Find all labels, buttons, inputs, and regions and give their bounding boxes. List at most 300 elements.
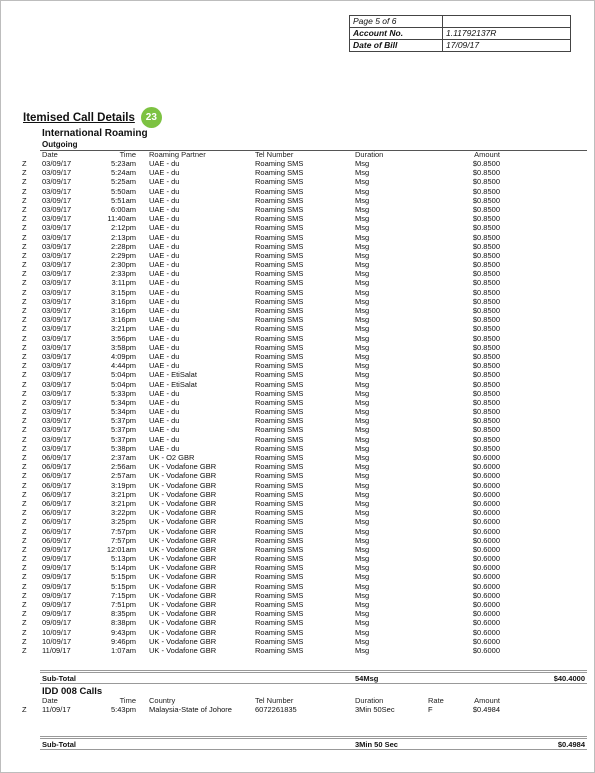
- row-tel-number: Roaming SMS: [255, 269, 304, 279]
- row-date: 03/09/17: [42, 168, 72, 178]
- row-duration: Msg: [355, 434, 370, 444]
- row-time: 3:16pm: [110, 296, 136, 306]
- row-date: 10/09/17: [42, 627, 72, 637]
- row-date: 03/09/17: [42, 287, 72, 297]
- row-tel-number: Roaming SMS: [255, 480, 304, 490]
- row-roaming-partner: UAE - EtiSalat: [149, 379, 197, 389]
- row-tel-number: Roaming SMS: [255, 572, 304, 582]
- row-flag: Z: [22, 195, 27, 205]
- row-flag: Z: [22, 361, 27, 371]
- row-flag: Z: [22, 204, 27, 214]
- row-tel-number: Roaming SMS: [255, 471, 304, 481]
- row-duration: Msg: [355, 159, 370, 168]
- row-time: 3:25pm: [110, 517, 136, 527]
- row-tel-number: Roaming SMS: [255, 388, 304, 398]
- row-time: 8:35pm: [110, 609, 136, 619]
- bill-info-box: [349, 15, 571, 52]
- row-duration: Msg: [355, 388, 370, 398]
- table-row: [22, 389, 587, 398]
- row-time: 2:30pm: [110, 260, 136, 270]
- row-duration: Msg: [355, 195, 370, 205]
- table-row: [22, 536, 587, 545]
- row-time: 5:25am: [110, 177, 136, 187]
- row-time: 5:15pm: [110, 572, 136, 582]
- row-flag: Z: [22, 186, 27, 196]
- row-tel-number: Roaming SMS: [255, 397, 304, 407]
- table-row: [22, 628, 587, 637]
- row-flag: Z: [22, 508, 27, 518]
- subtotal-duration: 54Msg: [355, 674, 379, 683]
- row-amount: $0.6000: [472, 526, 500, 536]
- row-amount: $0.6000: [472, 508, 500, 518]
- row-tel-number: Roaming SMS: [255, 296, 304, 306]
- table-row: [22, 187, 587, 196]
- row-time: 2:28pm: [110, 241, 136, 251]
- row-roaming-partner: UAE - du: [149, 407, 180, 417]
- table-row: [22, 435, 587, 444]
- page-indicator: Page 5 of 6: [350, 16, 443, 28]
- row-amount: $0.8500: [472, 296, 500, 306]
- idd-heading: IDD 008 Calls: [42, 686, 103, 697]
- row-roaming-partner: UAE - du: [149, 278, 180, 288]
- row-roaming-partner: UAE - du: [149, 287, 180, 297]
- row-flag: Z: [22, 177, 27, 187]
- row-flag: Z: [22, 462, 27, 472]
- row-time: 3:56pm: [110, 333, 136, 343]
- row-date: 09/09/17: [42, 581, 72, 591]
- table-row: [22, 251, 587, 260]
- row-duration: Msg: [355, 370, 370, 380]
- row-duration: Msg: [355, 223, 370, 233]
- row-duration: 3Min 50Sec: [355, 705, 395, 714]
- row-flag: Z: [22, 636, 27, 646]
- row-amount: $0.8500: [472, 223, 500, 233]
- row-flag: Z: [22, 351, 27, 361]
- roaming-rows: [22, 159, 587, 655]
- roaming-subtotal: [40, 670, 587, 684]
- row-tel-number: Roaming SMS: [255, 554, 304, 564]
- row-tel-number: Roaming SMS: [255, 489, 304, 499]
- row-tel-number: Roaming SMS: [255, 195, 304, 205]
- row-flag: Z: [22, 397, 27, 407]
- row-tel-number: Roaming SMS: [255, 636, 304, 646]
- row-duration: Msg: [355, 480, 370, 490]
- row-date: 03/09/17: [42, 425, 72, 435]
- row-flag: Z: [22, 159, 27, 168]
- row-time: 12:01am: [106, 544, 136, 554]
- row-roaming-partner: UAE - du: [149, 296, 180, 306]
- row-date: 09/09/17: [42, 572, 72, 582]
- row-roaming-partner: UAE - du: [149, 333, 180, 343]
- row-flag: Z: [22, 609, 27, 619]
- table-row: [22, 168, 587, 177]
- row-time: 5:14pm: [110, 563, 136, 573]
- table-row: [22, 177, 587, 186]
- row-time: 7:15pm: [110, 590, 136, 600]
- table-row: [22, 260, 587, 269]
- row-time: 6:00am: [110, 204, 136, 214]
- row-duration: Msg: [355, 508, 370, 518]
- row-tel-number: Roaming SMS: [255, 177, 304, 187]
- table-row: [22, 214, 587, 223]
- row-amount: $0.6000: [472, 572, 500, 582]
- row-tel-number: Roaming SMS: [255, 508, 304, 518]
- section-heading: [23, 107, 162, 128]
- table-row: [22, 527, 587, 536]
- row-date: 06/09/17: [42, 480, 72, 490]
- row-flag: Z: [22, 498, 27, 508]
- row-duration: Msg: [355, 342, 370, 352]
- row-duration: Msg: [355, 397, 370, 407]
- row-flag: Z: [22, 379, 27, 389]
- row-time: 3:21pm: [110, 498, 136, 508]
- row-flag: Z: [22, 526, 27, 536]
- row-flag: Z: [22, 241, 27, 251]
- row-date: 03/09/17: [42, 397, 72, 407]
- row-time: 5:43pm: [110, 705, 136, 714]
- row-duration: Msg: [355, 278, 370, 288]
- table-row: [22, 563, 587, 572]
- row-roaming-partner: UK - Vodafone GBR: [149, 627, 217, 637]
- row-flag: Z: [22, 581, 27, 591]
- row-date: 03/09/17: [42, 186, 72, 196]
- row-amount: $0.6000: [472, 645, 500, 655]
- row-tel-number: Roaming SMS: [255, 342, 304, 352]
- table-row: [22, 398, 587, 407]
- row-date: 06/09/17: [42, 462, 72, 472]
- subtotal-duration: 3Min 50 Sec: [355, 740, 398, 749]
- table-row: [22, 591, 587, 600]
- row-roaming-partner: UAE - du: [149, 324, 180, 334]
- row-tel-number: Roaming SMS: [255, 600, 304, 609]
- row-amount: $0.8500: [472, 214, 500, 224]
- row-duration: Msg: [355, 609, 370, 619]
- row-flag: Z: [22, 269, 27, 279]
- row-roaming-partner: UAE - du: [149, 159, 180, 168]
- row-time: 5:33pm: [110, 388, 136, 398]
- row-flag: Z: [22, 232, 27, 242]
- row-roaming-partner: UK - Vodafone GBR: [149, 517, 217, 527]
- row-time: 3:11pm: [111, 278, 136, 288]
- table-row: [22, 453, 587, 462]
- row-roaming-partner: UAE - du: [149, 195, 180, 205]
- table-row: [22, 205, 587, 214]
- row-tel-number: Roaming SMS: [255, 223, 304, 233]
- row-tel-number: Roaming SMS: [255, 250, 304, 260]
- row-amount: $0.8500: [472, 250, 500, 260]
- table-row: [22, 306, 587, 315]
- row-roaming-partner: UK - Vodafone GBR: [149, 581, 217, 591]
- row-amount: $0.6000: [472, 581, 500, 591]
- row-date: 03/09/17: [42, 269, 72, 279]
- row-date: 06/09/17: [42, 471, 72, 481]
- row-tel-number: Roaming SMS: [255, 260, 304, 270]
- row-date: 06/09/17: [42, 508, 72, 518]
- row-duration: Msg: [355, 315, 370, 325]
- row-date: 03/09/17: [42, 260, 72, 270]
- col-time: Time: [119, 696, 136, 705]
- row-duration: Msg: [355, 471, 370, 481]
- row-duration: Msg: [355, 260, 370, 270]
- row-time: 5:51am: [110, 195, 136, 205]
- row-tel-number: Roaming SMS: [255, 241, 304, 251]
- row-amount: $0.8500: [472, 407, 500, 417]
- row-duration: Msg: [355, 416, 370, 426]
- row-amount: $0.8500: [472, 416, 500, 426]
- row-date: 03/09/17: [42, 416, 72, 426]
- row-flag: Z: [22, 370, 27, 380]
- subtotal-amount: $0.4984: [557, 740, 585, 749]
- col-amount: Amount: [474, 150, 500, 159]
- row-time: 2:37am: [110, 453, 136, 462]
- row-flag: Z: [22, 168, 27, 178]
- row-time: 9:43pm: [110, 627, 136, 637]
- row-roaming-partner: UK - Vodafone GBR: [149, 526, 217, 536]
- table-row: [22, 705, 587, 714]
- page-indicator-blank: [443, 16, 571, 28]
- row-amount: $0.6000: [472, 618, 500, 628]
- roaming-heading: International Roaming: [42, 128, 148, 139]
- row-duration: Msg: [355, 581, 370, 591]
- row-tel-number: Roaming SMS: [255, 517, 304, 527]
- row-date: 03/09/17: [42, 241, 72, 251]
- table-row: [22, 425, 587, 434]
- col-amount: Amount: [474, 696, 500, 705]
- row-time: 4:44pm: [110, 361, 136, 371]
- row-duration: Msg: [355, 407, 370, 417]
- row-tel-number: Roaming SMS: [255, 186, 304, 196]
- row-duration: Msg: [355, 214, 370, 224]
- row-time: 7:51pm: [110, 600, 136, 609]
- roaming-subheading: Outgoing: [42, 140, 78, 149]
- row-amount: $0.6000: [472, 453, 500, 462]
- row-time: 3:19pm: [110, 480, 136, 490]
- row-rate: F: [428, 705, 433, 714]
- row-tel-number: Roaming SMS: [255, 590, 304, 600]
- row-tel-number: 6072261835: [255, 705, 297, 714]
- row-tel-number: Roaming SMS: [255, 609, 304, 619]
- row-duration: Msg: [355, 296, 370, 306]
- row-amount: $0.6000: [472, 498, 500, 508]
- row-time: 7:57pm: [110, 535, 136, 545]
- row-time: 5:37pm: [110, 434, 136, 444]
- row-amount: $0.8500: [472, 333, 500, 343]
- row-tel-number: Roaming SMS: [255, 581, 304, 591]
- row-flag: Z: [22, 260, 27, 270]
- row-roaming-partner: UAE - du: [149, 260, 180, 270]
- row-duration: Msg: [355, 462, 370, 472]
- row-time: 3:21pm: [110, 489, 136, 499]
- row-amount: $0.6000: [472, 554, 500, 564]
- row-amount: $0.8500: [472, 232, 500, 242]
- row-time: 1:07am: [110, 645, 136, 655]
- row-amount: $0.8500: [472, 260, 500, 270]
- row-date: 03/09/17: [42, 361, 72, 371]
- row-amount: $0.8500: [472, 397, 500, 407]
- row-roaming-partner: UAE - du: [149, 168, 180, 178]
- row-flag: Z: [22, 563, 27, 573]
- idd-table: [22, 697, 587, 714]
- row-roaming-partner: UK - Vodafone GBR: [149, 609, 217, 619]
- row-tel-number: Roaming SMS: [255, 416, 304, 426]
- row-flag: Z: [22, 250, 27, 260]
- row-amount: $0.8500: [472, 443, 500, 453]
- row-duration: Msg: [355, 269, 370, 279]
- row-roaming-partner: UK - Vodafone GBR: [149, 544, 217, 554]
- row-amount: $0.8500: [472, 370, 500, 380]
- row-roaming-partner: UK - Vodafone GBR: [149, 590, 217, 600]
- table-row: [22, 554, 587, 563]
- row-flag: Z: [22, 572, 27, 582]
- row-date: 03/09/17: [42, 223, 72, 233]
- row-roaming-partner: UAE - du: [149, 306, 180, 315]
- table-row: [22, 471, 587, 480]
- col-tel-number: Tel Number: [255, 150, 294, 159]
- row-tel-number: Roaming SMS: [255, 306, 304, 315]
- row-date: 03/09/17: [42, 296, 72, 306]
- row-tel-number: Roaming SMS: [255, 462, 304, 472]
- row-amount: $0.8500: [472, 269, 500, 279]
- row-time: 11:40am: [107, 214, 136, 224]
- row-duration: Msg: [355, 379, 370, 389]
- table-row: [22, 334, 587, 343]
- row-flag: Z: [22, 407, 27, 417]
- row-time: 5:24am: [110, 168, 136, 178]
- col-duration: Duration: [355, 150, 384, 159]
- table-row: [22, 324, 587, 333]
- row-time: 2:33pm: [110, 269, 136, 279]
- bill-date-label: Date of Bill: [350, 40, 443, 52]
- row-flag: Z: [22, 544, 27, 554]
- row-tel-number: Roaming SMS: [255, 498, 304, 508]
- row-amount: $0.6000: [472, 590, 500, 600]
- row-tel-number: Roaming SMS: [255, 535, 304, 545]
- row-date: 03/09/17: [42, 434, 72, 444]
- row-tel-number: Roaming SMS: [255, 526, 304, 536]
- table-row: [22, 490, 587, 499]
- row-tel-number: Roaming SMS: [255, 379, 304, 389]
- table-row: [22, 508, 587, 517]
- row-tel-number: Roaming SMS: [255, 204, 304, 214]
- row-time: 5:04pm: [110, 370, 136, 380]
- row-roaming-partner: UK - Vodafone GBR: [149, 489, 217, 499]
- row-date: 03/09/17: [42, 159, 72, 168]
- table-row: [22, 618, 587, 627]
- row-time: 8:38pm: [110, 618, 136, 628]
- row-time: 5:23am: [110, 159, 136, 168]
- row-time: 3:22pm: [110, 508, 136, 518]
- row-duration: Msg: [355, 324, 370, 334]
- row-roaming-partner: UAE - du: [149, 204, 180, 214]
- row-duration: Msg: [355, 186, 370, 196]
- row-roaming-partner: UK - Vodafone GBR: [149, 600, 217, 609]
- row-roaming-partner: UAE - du: [149, 250, 180, 260]
- row-date: 06/09/17: [42, 535, 72, 545]
- row-flag: Z: [22, 287, 27, 297]
- row-duration: Msg: [355, 572, 370, 582]
- row-roaming-partner: UK - Vodafone GBR: [149, 462, 217, 472]
- row-amount: $0.6000: [472, 471, 500, 481]
- row-roaming-partner: UK - O2 GBR: [149, 453, 195, 462]
- table-row: [22, 646, 587, 655]
- row-amount: $0.8500: [472, 434, 500, 444]
- row-duration: Msg: [355, 351, 370, 361]
- row-date: 06/09/17: [42, 498, 72, 508]
- table-row: [22, 517, 587, 526]
- row-flag: Z: [22, 434, 27, 444]
- row-duration: Msg: [355, 232, 370, 242]
- row-amount: $0.4984: [472, 705, 500, 714]
- row-flag: Z: [22, 342, 27, 352]
- row-duration: Msg: [355, 361, 370, 371]
- table-row: [22, 481, 587, 490]
- table-row: [22, 444, 587, 453]
- row-tel-number: Roaming SMS: [255, 453, 304, 462]
- row-date: 03/09/17: [42, 333, 72, 343]
- row-roaming-partner: UK - Vodafone GBR: [149, 636, 217, 646]
- row-duration: Msg: [355, 645, 370, 655]
- row-time: 2:56am: [110, 462, 136, 472]
- row-time: 5:13pm: [110, 554, 136, 564]
- row-flag: Z: [22, 223, 27, 233]
- row-amount: $0.8500: [472, 351, 500, 361]
- row-roaming-partner: UK - Vodafone GBR: [149, 498, 217, 508]
- row-tel-number: Roaming SMS: [255, 232, 304, 242]
- row-date: 06/09/17: [42, 453, 72, 462]
- row-amount: $0.6000: [472, 462, 500, 472]
- table-row: [22, 380, 587, 389]
- row-tel-number: Roaming SMS: [255, 214, 304, 224]
- row-time: 5:38pm: [110, 443, 136, 453]
- row-date: 09/09/17: [42, 600, 72, 609]
- row-tel-number: Roaming SMS: [255, 333, 304, 343]
- row-roaming-partner: UAE - EtiSalat: [149, 370, 197, 380]
- row-amount: $0.8500: [472, 177, 500, 187]
- idd-column-headers: [22, 697, 587, 705]
- row-tel-number: Roaming SMS: [255, 278, 304, 288]
- row-amount: $0.8500: [472, 204, 500, 214]
- row-date: 03/09/17: [42, 379, 72, 389]
- row-amount: $0.6000: [472, 600, 500, 609]
- row-duration: Msg: [355, 250, 370, 260]
- col-date: Date: [42, 696, 58, 705]
- row-duration: Msg: [355, 489, 370, 499]
- table-row: [22, 361, 587, 370]
- row-amount: $0.8500: [472, 186, 500, 196]
- row-roaming-partner: UAE - du: [149, 397, 180, 407]
- table-row: [22, 582, 587, 591]
- row-flag: Z: [22, 388, 27, 398]
- row-amount: $0.6000: [472, 480, 500, 490]
- row-roaming-partner: UAE - du: [149, 361, 180, 371]
- row-tel-number: Roaming SMS: [255, 159, 304, 168]
- row-date: 09/09/17: [42, 618, 72, 628]
- row-tel-number: Roaming SMS: [255, 351, 304, 361]
- row-date: 03/09/17: [42, 250, 72, 260]
- bill-date-value: 17/09/17: [443, 40, 571, 52]
- row-roaming-partner: UK - Vodafone GBR: [149, 618, 217, 628]
- col-duration: Duration: [355, 696, 384, 705]
- row-country: Malaysia-State of Johore: [149, 705, 232, 714]
- row-amount: $0.6000: [472, 517, 500, 527]
- row-amount: $0.8500: [472, 425, 500, 435]
- row-amount: $0.8500: [472, 361, 500, 371]
- row-time: 5:04pm: [110, 379, 136, 389]
- account-value: 1.11792137R: [443, 28, 571, 40]
- table-row: [22, 637, 587, 646]
- row-time: 5:50am: [110, 186, 136, 196]
- row-flag: Z: [22, 296, 27, 306]
